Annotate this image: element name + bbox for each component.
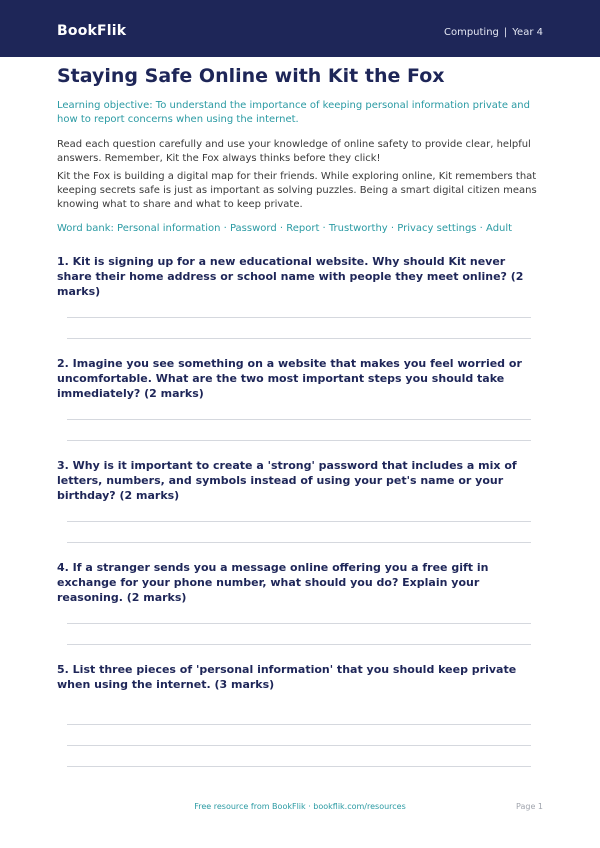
answer-line[interactable]	[67, 766, 531, 767]
question-4-text: 4. If a stranger sends you a message online offering you a free gift in exchange for your phone number, what should you do? Explain your reasoning. (2 marks)	[57, 561, 489, 604]
question-5	[57, 662, 543, 692]
page-title: Staying Safe Online with Kit the Fox	[57, 65, 445, 87]
footer-text[interactable]: Free resource from BookFlik · bookflik.com/resources	[194, 802, 406, 811]
intro-paragraph-1: Read each question carefully and use your knowledge of online safety to provide clear, helpful answers. Remember, Kit the Fox always thinks before they click!	[57, 139, 531, 164]
year-label: Year 4	[512, 27, 543, 38]
word-bank: Word bank: Personal information · Password · Report · Trustworthy · Privacy settings · Adult	[57, 223, 513, 234]
answer-line[interactable]	[67, 724, 531, 725]
question-3-text: 3. Why is it important to create a 'strong' password that includes a mix of letters, numbers, and symbols instead of using your pet's name or your birthday? (2 marks)	[57, 459, 517, 502]
answer-line[interactable]	[67, 419, 531, 420]
question-1-text: 1. Kit is signing up for a new educational website. Why should Kit never share their home address or school name with people they meet online? (2 marks)	[57, 255, 524, 298]
question-4	[57, 560, 543, 605]
answer-line[interactable]	[67, 440, 531, 441]
answer-line[interactable]	[67, 542, 531, 543]
brand-logo[interactable]: BookFlik	[57, 23, 127, 39]
question-3	[57, 458, 543, 503]
answer-line[interactable]	[67, 521, 531, 522]
learning-objective: Learning objective: To understand the importance of keeping personal information private and how to report concerns when using the internet.	[57, 100, 530, 125]
answer-line[interactable]	[67, 623, 531, 624]
question-2-text: 2. Imagine you see something on a website that makes you feel worried or uncomfortable. What are the two most important steps you should take immediately? (2 marks)	[57, 357, 522, 400]
answer-line[interactable]	[67, 644, 531, 645]
meta-separator: |	[503, 27, 508, 38]
answer-line[interactable]	[67, 338, 531, 339]
subject-label: Computing	[443, 27, 499, 38]
question-5-text: 5. List three pieces of 'personal information' that you should keep private when using the internet. (3 marks)	[57, 663, 517, 691]
intro-paragraph-2: Kit the Fox is building a digital map for their friends. While exploring online, Kit remembers that keeping secrets safe is just as important as solving puzzles. Being a smart digital citizen means knowing what to share and what to keep private.	[57, 171, 537, 210]
answer-line[interactable]	[67, 317, 531, 318]
header-bar	[0, 0, 600, 57]
answer-line[interactable]	[67, 745, 531, 746]
page-number: Page 1	[516, 802, 543, 811]
question-2	[57, 356, 543, 401]
header-meta	[444, 27, 543, 38]
question-1	[57, 254, 543, 299]
